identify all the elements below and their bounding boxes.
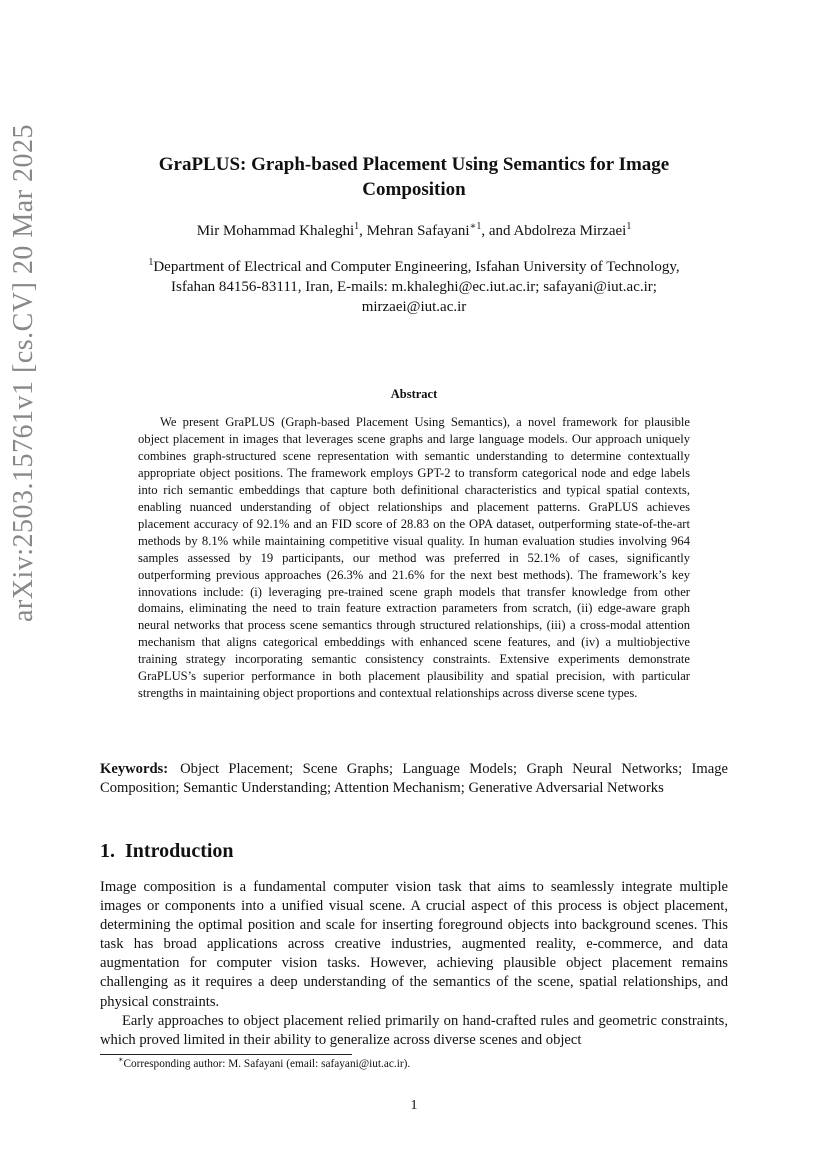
author-separator: , and <box>481 223 514 239</box>
title-line-1: GraPLUS: Graph-based Placement Using Semantics for Image <box>158 154 670 175</box>
paper-title <box>100 152 728 202</box>
abstract-text: We present GraPLUS (Graph-based Placement Using Semantics), a novel framework for plausible object placement in images that leverages scene graphs and large language models. Our approach uniquely combines graph-structured scene representation with semantic understanding to determine contextually appropriate object positions. The framework employs GPT-2 to transform categorical node and edge labels into rich semantic embeddings that capture both definitional characteristics and typical spatial contexts, enabling nuanced understanding of object relationships and placement patterns. GraPLUS achieves placement accuracy of 92.1% and an FID score of 28.83 on the OPA dataset, outperforming state-of-the-art methods by 8.1% while maintaining competitive visual quality. In human evaluation studies involving 964 samples assessed by 19 participants, our method was preferred in 52.1% of cases, significantly outperforming previous approaches (26.3% and 21.6% for the next best methods). The framework’s key innovations include: (i) leveraging pre-trained scene graph models that transfer knowledge from other domains, eliminating the need to train feature extraction parameters from scratch, (ii) edge-aware graph neural networks that process scene semantics through structured relationships, (iii) a cross-modal attention mechanism that aligns categorical embeddings with enhanced scene features, and (iv) a multiobjective training strategy incorporating semantic consistency constraints. Extensive experiments demonstrate GraPLUS’s superior performance in both placement plausibility and spatial precision, with particular strengths in maintaining object proportions and contextual relationships across diverse scene types. <box>138 415 690 701</box>
footnote-text: Corresponding author: M. Safayani (email: safayani@iut.ac.ir). <box>123 1058 411 1070</box>
abstract-heading: Abstract <box>390 387 438 401</box>
paragraph: Image composition is a fundamental computer vision task that aims to seamlessly integrate multiple images or components into a unified visual scene. A crucial aspect of this process is object placement, determining the optimal position and scale for inserting foreground objects into background scenes. This task has broad applications across creative industries, augmented reality, e-commerce, and data augmentation for computer vision tasks. However, achieving plausible object placement remains challenging as it requires a deep understanding of the semantics of the scene, spatial relationships, and physical constraints. <box>100 879 728 1010</box>
introduction-body <box>100 878 728 1050</box>
author-name: Mehran Safayani <box>366 223 470 239</box>
author-separator: , <box>359 223 367 239</box>
paragraph: Early approaches to object placement relied primarily on hand-crafted rules and geometric constraints, which proved limited in their ability to generalize across diverse scenes and object <box>100 1012 728 1048</box>
affiliation-block <box>92 257 736 317</box>
author-name: Abdolreza Mirzaei <box>513 223 627 239</box>
affiliation-marker: 1 <box>148 257 154 268</box>
affiliation-marker: 1 <box>354 221 360 232</box>
footnote-divider <box>100 1054 352 1055</box>
affiliation-marker: ∗1 <box>469 221 482 232</box>
footnote <box>118 1055 411 1070</box>
footnote-marker: ∗ <box>118 1055 124 1064</box>
section-number: 1. <box>100 840 115 862</box>
affiliation-line-2: Isfahan 84156-83111, Iran, E-mails: m.khaleghi@ec.iut.ac.ir; safayani@iut.ac.ir; <box>171 279 657 295</box>
section-heading-introduction <box>100 840 234 863</box>
affiliation-line-3: mirzaei@iut.ac.ir <box>361 299 467 315</box>
author-list <box>100 221 728 241</box>
affiliation-line-1: $^1$Department of Electrical and Computer Engineering, Isfahan University of Technology, <box>148 257 680 275</box>
affiliation-marker: 1 <box>626 221 632 232</box>
arxiv-identifier-stamp: arXiv:2503.15761v1 [cs.CV] 20 Mar 2025 <box>8 123 39 622</box>
author-name: Mir Mohammad Khaleghi <box>196 223 355 239</box>
title-line-2: Composition <box>362 179 466 200</box>
keywords-text: Object Placement; Scene Graphs; Language Models; Graph Neural Networks; Image Composition; Semantic Understanding; Attention Mechanism; Generative Adversarial Networks <box>100 761 728 796</box>
keywords-label: Keywords: <box>100 761 169 777</box>
page-number: 1 <box>410 1098 418 1113</box>
keywords-block <box>100 760 728 798</box>
section-title: Introduction <box>125 840 234 862</box>
